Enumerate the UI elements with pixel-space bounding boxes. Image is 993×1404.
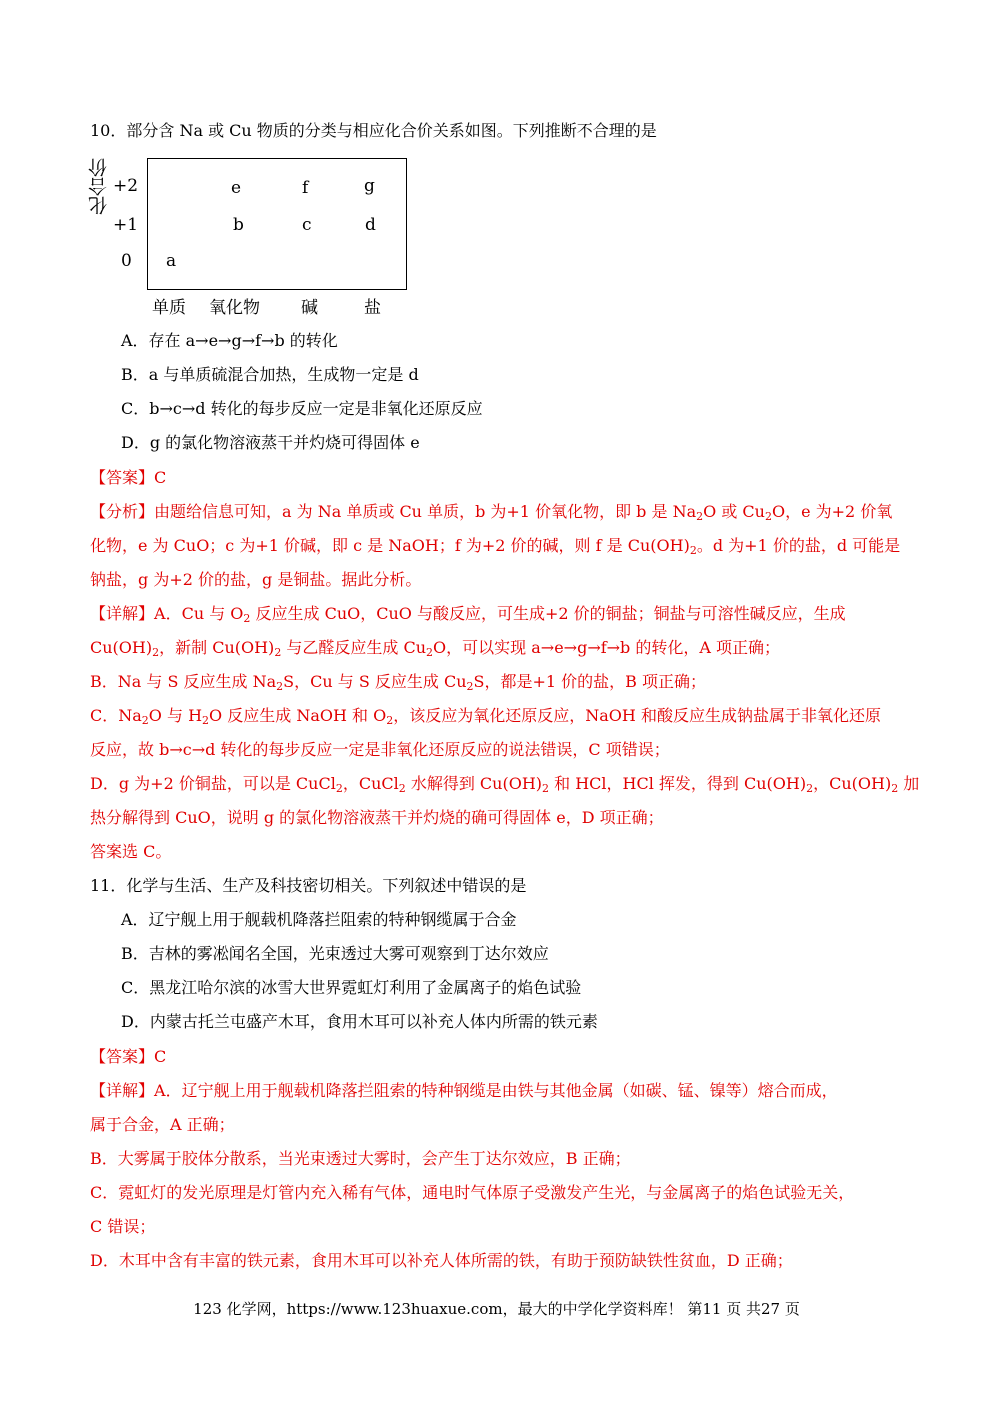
point-c: c bbox=[302, 215, 312, 235]
point-b: b bbox=[233, 215, 244, 235]
x-label-salt: 盐 bbox=[364, 298, 381, 318]
point-a: a bbox=[166, 251, 177, 271]
analysis-label: 【分析】 bbox=[90, 502, 155, 521]
q10-analysis-line-3: 钠盐，g 为+2 价的盐，g 是铜盐。据此分析。 bbox=[90, 570, 422, 589]
q11-detail-line-3: B．大雾属于胶体分散系，当光束透过大雾时，会产生丁达尔效应，B 正确； bbox=[90, 1149, 631, 1168]
diagram-y-label: 化合价 bbox=[88, 158, 110, 215]
x-label-element: 单质 bbox=[152, 298, 186, 318]
q11-option-b: B．吉林的雾凇闻名全国，光束透过大雾可观察到丁达尔效应 bbox=[121, 944, 549, 963]
point-e: e bbox=[231, 178, 242, 198]
q10-detail-line-1: 【详解】A．Cu 与 $O_2$ 反应生成 CuO，CuO 与酸反应，可生成+2 价的铜盐；铜盐与可溶性碱反应，生成 bbox=[90, 604, 846, 625]
q10-detail-line-8: 答案选 C。 bbox=[90, 842, 172, 861]
y-tick-plus1: +1 bbox=[113, 215, 139, 235]
q11-detail-line-5: C 错误； bbox=[90, 1217, 156, 1236]
q10-detail-line-6: D．g 为+2 价铜盐，可以是 CuCl$_2$，CuCl$_2$ 水解得到 $Cu(OH)_2$ 和 HCl，HCl 挥发，得到 $Cu(OH)_2$，$Cu(OH)_2$ 加 bbox=[90, 774, 920, 795]
q10-option-b: B．a 与单质硫混合加热，生成物一定是 d bbox=[121, 365, 419, 384]
detail-label: 【详解】 bbox=[90, 604, 155, 623]
q10-detail-line-5: 反应，故 b→c→d 转化的每步反应一定是非氧化还原反应的说法错误，C 项错误； bbox=[90, 740, 670, 759]
point-d: d bbox=[365, 215, 376, 235]
q10-answer: 【答案】C bbox=[90, 468, 167, 487]
q11-detail-line-4: C．霓虹灯的发光原理是灯管内充入稀有气体，通电时气体原子受激发产生光，与金属离子的焰色试验无关， bbox=[90, 1183, 855, 1202]
q11-stem: 11．化学与生活、生产及科技密切相关。下列叙述中错误的是 bbox=[90, 876, 527, 895]
q10-detail-line-7: 热分解得到 CuO，说明 g 的氯化物溶液蒸干并灼烧的确可得固体 e，D 项正确； bbox=[90, 808, 664, 827]
q10-analysis-line-2: 化物，e 为 CuO；c 为+1 价碱，即 c 是 NaOH；f 为+2 价的碱，则 f 是 $Cu(OH)_2$。d 为+1 价的盐，d 可能是 bbox=[90, 536, 901, 557]
q10-option-a: A．存在 a→e→g→f→b 的转化 bbox=[121, 331, 338, 350]
page-footer: 123 化学网，https://www.123huaxue.com，最大的中学化学资料库！ 第11 页 共27 页 bbox=[193, 1300, 800, 1318]
point-g: g bbox=[364, 176, 375, 196]
q11-option-d: D．内蒙古托兰屯盛产木耳，食用木耳可以补充人体内所需的铁元素 bbox=[121, 1012, 598, 1031]
q11-option-c: C．黑龙江哈尔滨的冰雪大世界霓虹灯利用了金属离子的焰色试验 bbox=[121, 978, 582, 997]
q11-detail-line-6: D．木耳中含有丰富的铁元素，食用木耳可以补充人体所需的铁，有助于预防缺铁性贫血，D 正确； bbox=[90, 1251, 793, 1270]
q10-option-d: D．g 的氯化物溶液蒸干并灼烧可得固体 e bbox=[121, 433, 420, 452]
q11-detail-line-2: 属于合金，A 正确； bbox=[90, 1115, 235, 1134]
q10-analysis-line-1: 【分析】由题给信息可知，a 为 Na 单质或 Cu 单质，b 为+1 价氧化物，即 b 是 $Na_2O$ 或 $Cu_2O$，e 为+2 价氧 bbox=[90, 502, 893, 523]
x-label-oxide: 氧化物 bbox=[209, 298, 260, 318]
y-tick-0: 0 bbox=[121, 251, 132, 271]
detail-label: 【详解】 bbox=[90, 1081, 155, 1100]
q10-stem: 10．部分含 Na 或 Cu 物质的分类与相应化合价关系如图。下列推断不合理的是 bbox=[90, 121, 657, 140]
y-tick-plus2: +2 bbox=[113, 176, 139, 196]
x-label-base: 碱 bbox=[301, 298, 318, 318]
q10-option-c: C．b→c→d 转化的每步反应一定是非氧化还原反应 bbox=[121, 399, 483, 418]
q11-detail-line-1: 【详解】A．辽宁舰上用于舰载机降落拦阻索的特种钢缆是由铁与其他金属（如碳、锰、镍等）熔合而成， bbox=[90, 1081, 838, 1100]
q11-option-a: A．辽宁舰上用于舰载机降落拦阻索的特种钢缆属于合金 bbox=[121, 910, 517, 929]
q10-detail-line-3: B．Na 与 S 反应生成 $Na_2S$，Cu 与 S 反应生成 $Cu_2S$，都是+1 价的盐，B 项正确； bbox=[90, 672, 707, 693]
q10-detail-line-4: C．$Na_2O$ 与 $H_2O$ 反应生成 NaOH 和 $O_2$，该反应为氧化还原反应，NaOH 和酸反应生成钠盐属于非氧化还原 bbox=[90, 706, 881, 727]
q11-answer: 【答案】C bbox=[90, 1047, 167, 1066]
q10-detail-line-2: $Cu(OH)_2$，新制 $Cu(OH)_2$ 与乙醛反应生成 $Cu_2O$，可以实现 a→e→g→f→b 的转化，A 项正确； bbox=[90, 638, 781, 659]
point-f: f bbox=[302, 178, 309, 198]
